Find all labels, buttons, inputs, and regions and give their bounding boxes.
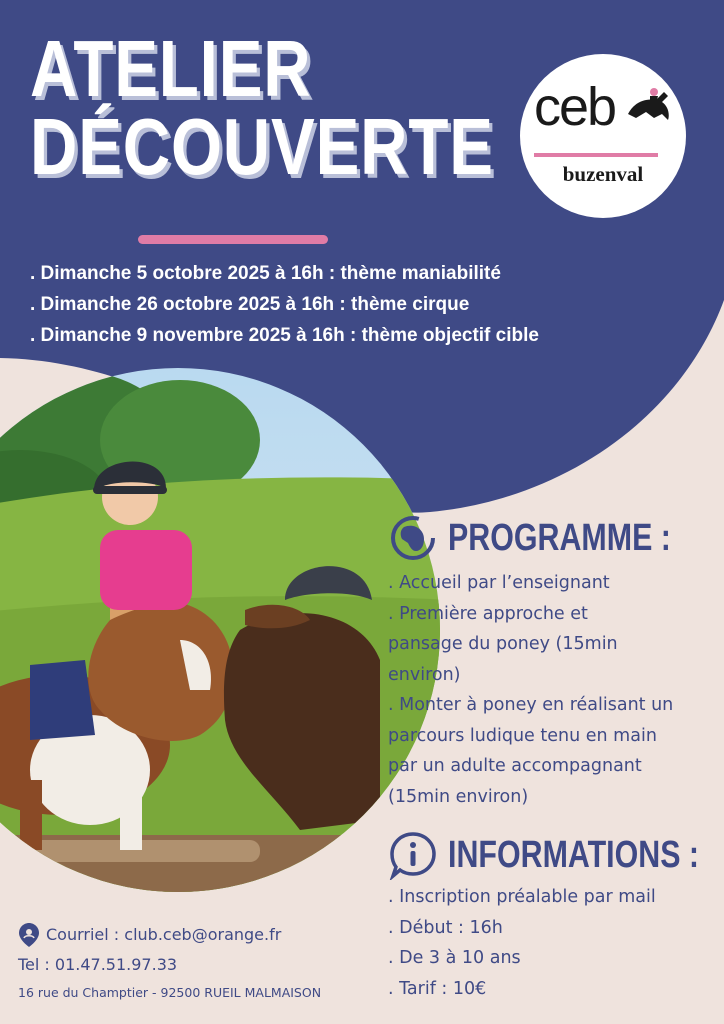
contact-block <box>18 920 321 1006</box>
contact-address: 16 rue du Champtier - 92500 RUEIL MALMAISON <box>18 985 322 1000</box>
programme-header <box>388 515 724 561</box>
list-item: . Inscription préalable par mail <box>388 887 656 907</box>
date-line: . Dimanche 5 octobre 2025 à 16h : thème maniabilité <box>30 263 501 284</box>
session-dates <box>30 258 539 351</box>
date-line: . Dimanche 26 octobre 2025 à 16h : thème cirque <box>30 294 470 315</box>
title-line-1: ATELIER <box>30 24 312 113</box>
informations-header <box>388 830 724 880</box>
info-bubble-icon <box>388 830 438 880</box>
list-item: . Première approche et <box>388 603 588 624</box>
programme-list <box>388 568 673 812</box>
list-item: parcours ludique tenu en main <box>388 725 657 746</box>
horse-rider-icon <box>624 84 676 126</box>
informations-title: INFORMATIONS : <box>448 833 700 876</box>
list-item: . Accueil par l’enseignant <box>388 573 610 593</box>
list-item: . Tarif : 10€ <box>388 978 487 999</box>
list-item: . Monter à poney en réalisant un <box>388 695 674 715</box>
horse-head-icon <box>388 515 438 561</box>
page-title <box>30 24 494 191</box>
list-item: par un adulte accompagnant <box>388 756 642 776</box>
list-item: . De 3 à 10 ans <box>388 948 521 968</box>
location-pin-icon <box>18 922 40 948</box>
title-line-2: DÉCOUVERTE <box>30 102 494 191</box>
contact-phone[interactable]: Tel : 01.47.51.97.33 <box>18 955 178 974</box>
logo-subtitle: buzenval <box>562 162 644 186</box>
logo-wordmark: ceb <box>534 77 616 137</box>
list-item: pansage du poney (15min <box>388 634 618 654</box>
date-line: . Dimanche 9 novembre 2025 à 16h : thème objectif cible <box>30 325 539 346</box>
list-item: (15min environ) <box>388 786 529 807</box>
club-logo <box>520 54 686 218</box>
title-underline <box>138 235 328 244</box>
list-item: environ) <box>388 664 461 685</box>
informations-list <box>388 882 656 1004</box>
list-item: . Début : 16h <box>388 917 503 938</box>
programme-title: PROGRAMME : <box>448 516 671 559</box>
logo-underline <box>534 153 658 157</box>
contact-email[interactable]: Courriel : club.ceb@orange.fr <box>46 925 282 944</box>
